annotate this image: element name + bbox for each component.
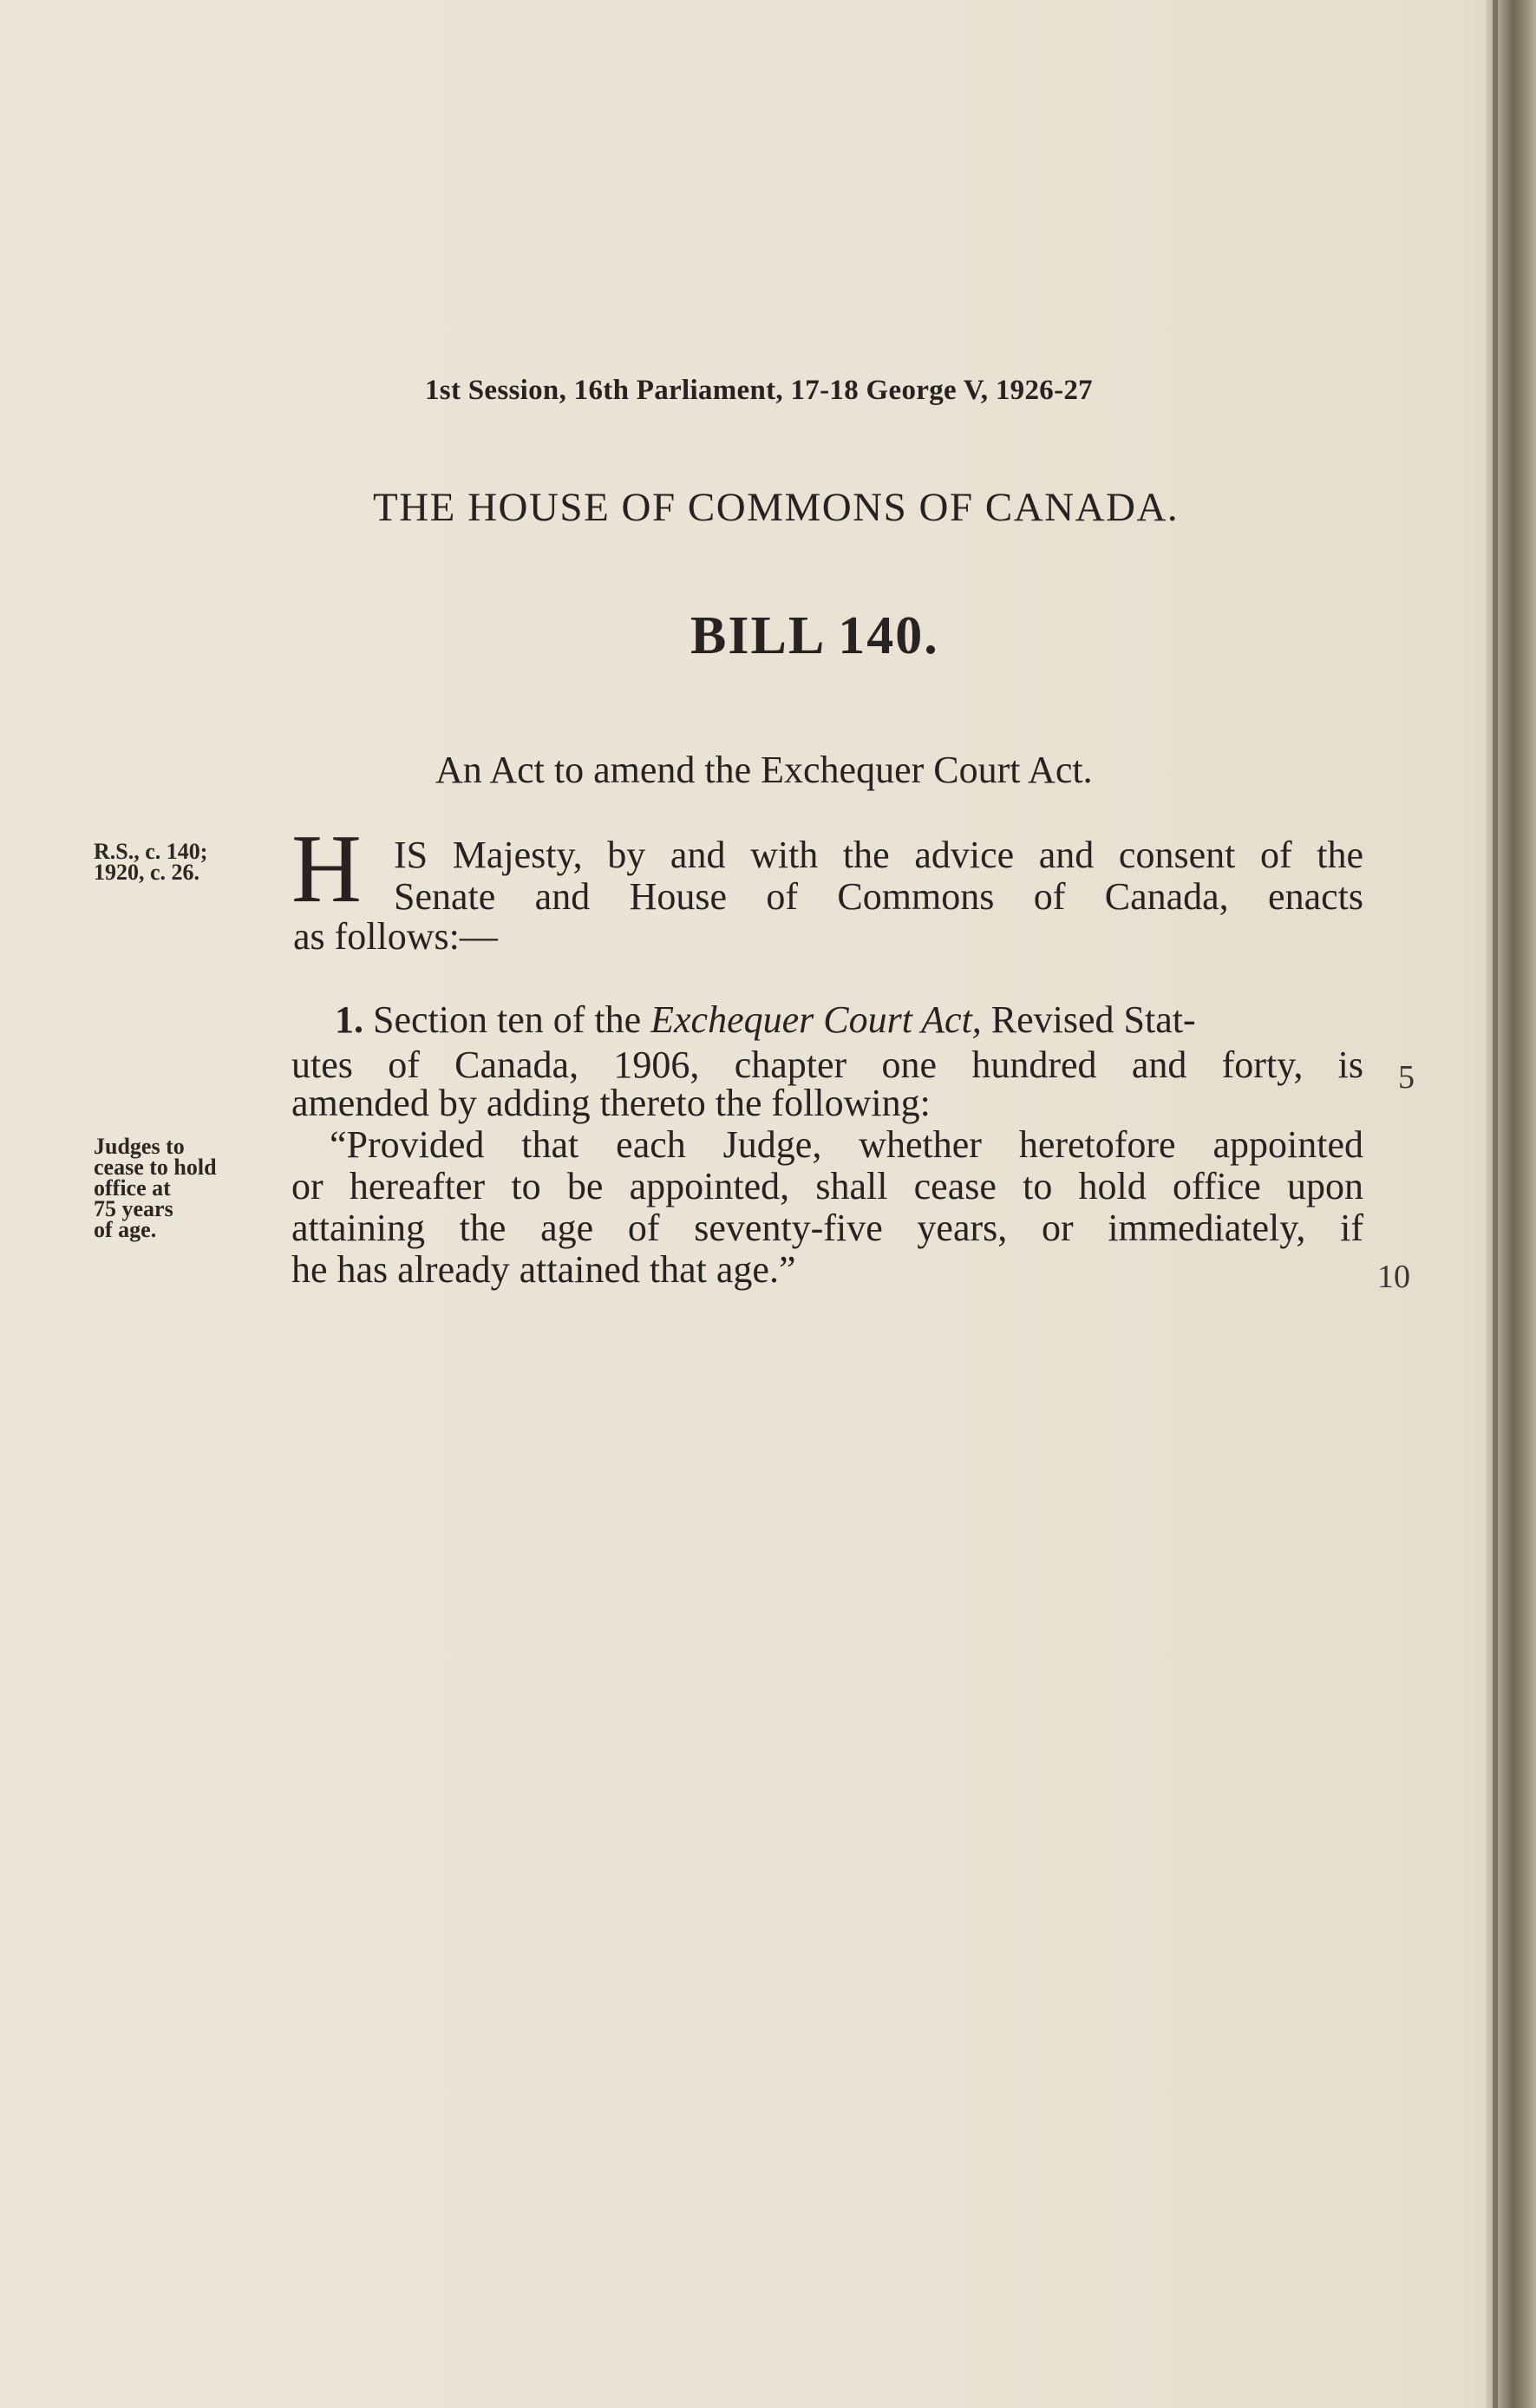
section-1-line: [335, 999, 1196, 1041]
preamble-line-text: IS Majesty, by and with the advice and consent of the: [394, 834, 1363, 876]
act-title: An Act to amend the Exchequer Court Act.: [435, 749, 1093, 791]
gutter-shadow: [1493, 0, 1498, 2408]
section-1-line: [291, 1044, 1363, 1086]
section-text: Section ten of the: [373, 998, 651, 1041]
margin-note-line: 1920, c. 26.: [94, 860, 200, 885]
margin-note-line: cease to hold: [94, 1155, 217, 1180]
dropcap-letter: H: [291, 815, 362, 923]
margin-note-line: 75 years: [94, 1196, 173, 1221]
act-name: Exchequer Court Act,: [650, 998, 982, 1041]
section-1-line: amended by adding thereto the following:: [291, 1082, 931, 1124]
house-heading: THE HOUSE OF COMMONS OF CANADA.: [373, 485, 1180, 530]
session-heading: 1st Session, 16th Parliament, 17-18 George V, 1926-27: [425, 375, 1093, 406]
margin-note-line: R.S., c. 140;: [94, 839, 208, 864]
section-number: 1.: [335, 998, 363, 1041]
margin-note-line: Judges to: [94, 1134, 185, 1159]
section-1-line: [291, 1207, 1363, 1249]
preamble-line-text: Senate and House of Commons of Canada, enacts: [394, 875, 1363, 918]
preamble-line: [394, 876, 1363, 918]
margin-note-judges: [94, 1136, 276, 1240]
preamble-line: as follows:—: [293, 915, 498, 958]
section-line-text: attaining the age of seventy-five years, or immediately, if: [291, 1207, 1363, 1249]
margin-note-line: of age.: [94, 1217, 157, 1242]
section-line-text: “Provided that each Judge, whether heretofore appointed: [330, 1123, 1363, 1166]
bill-title: BILL 140.: [690, 606, 939, 665]
section-line-text: or hereafter to be appointed, shall cease to hold office upon: [291, 1165, 1363, 1207]
section-text: Revised Stat-: [981, 998, 1196, 1041]
preamble-line: [394, 834, 1363, 876]
margin-note-citation: [94, 841, 267, 883]
line-number-10: 10: [1377, 1259, 1410, 1295]
margin-note-line: office at: [94, 1175, 171, 1201]
section-1-line: he has already attained that age.”: [291, 1248, 796, 1291]
section-1-line: [291, 1166, 1363, 1207]
section-line-text: utes of Canada, 1906, chapter one hundred and forty, is: [291, 1044, 1363, 1086]
section-1-line: [330, 1124, 1363, 1166]
line-number-5: 5: [1398, 1059, 1415, 1096]
